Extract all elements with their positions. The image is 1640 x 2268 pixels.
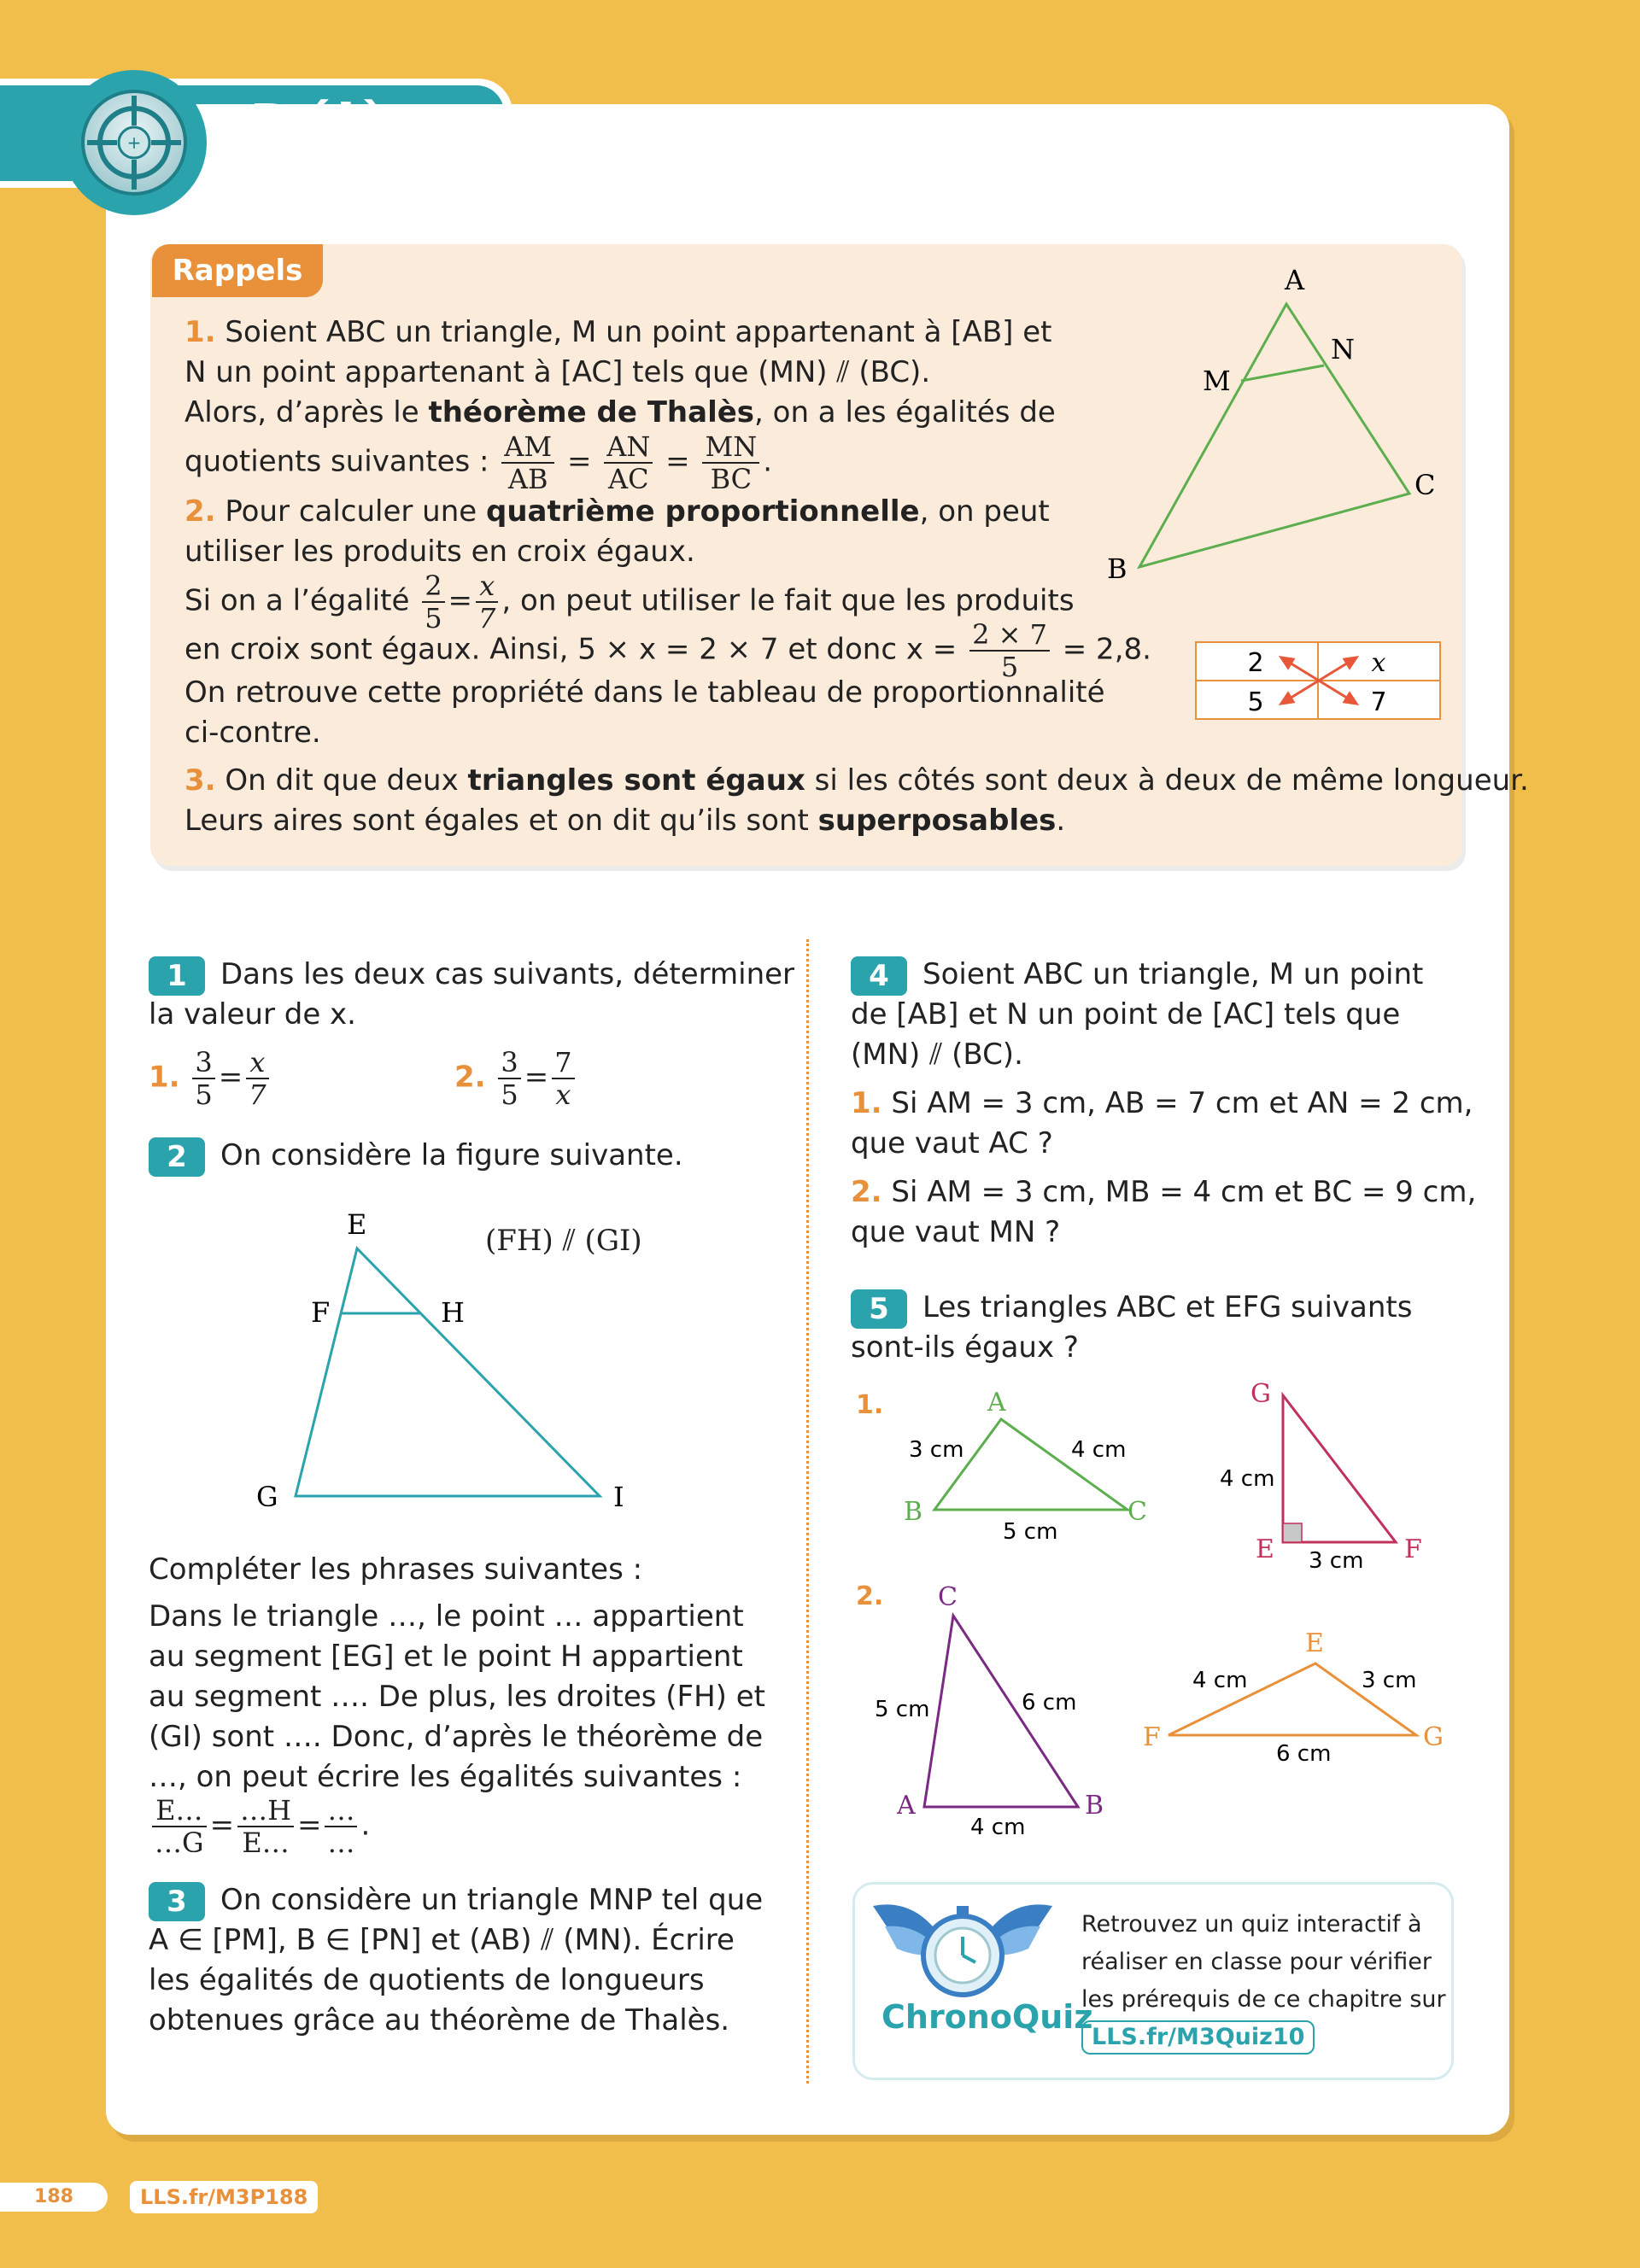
label-c: C xyxy=(1414,469,1436,501)
exercise-4-q2-line-2: que vaut MN ? xyxy=(851,1215,1061,1249)
table-cell: 5 xyxy=(1247,687,1264,717)
svg-text:+: + xyxy=(126,132,142,153)
exercise-5-figures xyxy=(875,1366,1469,1844)
parallel-statement: (FH) ⫽ (GI) xyxy=(485,1224,642,1258)
exercise-1-q2: 2. $\frac{3}{5}$ = $\frac{7}{x}$ xyxy=(454,1049,578,1108)
exercise-5-line-2: sont-ils égaux ? xyxy=(851,1330,1079,1365)
exercise-3-line-4: obtenues grâce au théorème de Thalès. xyxy=(149,2003,730,2037)
length-fe: 4 cm xyxy=(1192,1668,1248,1693)
question-number: 2. xyxy=(851,1175,882,1209)
page-title: Déjà vu xyxy=(249,92,495,158)
triangle-egi xyxy=(296,1248,600,1496)
rappel-2-line-6: ci-contre. xyxy=(184,716,321,750)
fraction: $\frac{3}{5}$ xyxy=(192,1049,214,1108)
text: Alors, d’après le xyxy=(184,395,429,430)
rappel-2-line-5: On retrouve cette propriété dans le tableau de proportionnalité xyxy=(184,675,1105,710)
question-number: 1. xyxy=(851,1086,882,1120)
column-divider xyxy=(806,939,809,2084)
text: quotients suivantes : xyxy=(184,444,499,479)
length-fg: 6 cm xyxy=(1276,1741,1332,1767)
rappel-1-line-4: quotients suivantes : $\frac{AM}{AB}$ = $\frac{AN}{AC}$ = $\frac{MN}{BC}$ . xyxy=(184,430,773,495)
target-icon xyxy=(79,87,190,198)
triangle-gef-crimson xyxy=(1220,1379,1422,1574)
label-a: A xyxy=(1285,264,1305,296)
exercise-3-line-2: A ∈ [PM], B ∈ [PN] et (AB) ⫽ (MN). Écrire xyxy=(149,1923,735,1957)
label-f: F xyxy=(311,1296,331,1329)
label-g: G xyxy=(1250,1379,1271,1409)
rappel-text: Soient ABC un triangle, M un point appartenant à [AB] et xyxy=(215,315,1052,349)
rappel-2-line-4 xyxy=(184,618,1151,683)
length-ca: 5 cm xyxy=(875,1697,930,1722)
label-e: E xyxy=(347,1208,367,1241)
triangle-cab-purple xyxy=(875,1582,1104,1840)
exercise-3-badge: 3 xyxy=(149,1882,205,1921)
fraction: $\frac{\dots}{\dots}$ xyxy=(325,1797,357,1856)
text: . xyxy=(1056,804,1066,838)
fraction: $\frac{x}{7}$ xyxy=(246,1049,268,1108)
label-m: M xyxy=(1203,365,1231,397)
text: Leurs aires sont égales et on dit qu’ils sont xyxy=(184,804,818,838)
exercise-2-text-6: …, on peut écrire les égalités suivantes : xyxy=(149,1760,742,1794)
rappel-1-line-2: N un point appartenant à [AC] tels que (MN) ⫽ (BC). xyxy=(184,355,931,389)
length-bc: 5 cm xyxy=(1003,1519,1058,1545)
thales-bold: théorème de Thalès xyxy=(428,395,755,430)
text: On considère un triangle MNP tel que xyxy=(220,1883,764,1917)
rappel-number: 1. xyxy=(184,315,216,349)
exercise-1-q1: 1. $\frac{3}{5}$ = $\frac{x}{7}$ xyxy=(149,1049,272,1108)
label-f: F xyxy=(1143,1722,1161,1752)
label-c: C xyxy=(1128,1497,1147,1527)
text: Les triangles ABC et EFG suivants xyxy=(922,1290,1413,1324)
exercise-2-text-1: Compléter les phrases suivantes : xyxy=(149,1552,643,1587)
bold-text: quatrième proportionnelle xyxy=(486,494,920,529)
fraction: $\frac{3}{5}$ xyxy=(498,1049,520,1108)
exercise-3-title xyxy=(149,1880,763,1921)
case-1-number: 1. xyxy=(856,1390,884,1420)
exercise-2-figure xyxy=(248,1195,649,1520)
footer-link[interactable]: LLS.fr/M3P188 xyxy=(130,2181,318,2213)
rappel-1-line-1 xyxy=(184,313,1051,353)
fraction-2-5: $\frac{2}{5}$ xyxy=(422,572,444,632)
rappel-1-line-3 xyxy=(184,393,1056,433)
label-b: B xyxy=(1107,552,1128,585)
exercise-4-line-2: de [AB] et N un point de [AC] tels que xyxy=(851,997,1401,1032)
rappel-2-line-2: utiliser les produits en croix égaux. xyxy=(184,535,695,569)
length-cb: 6 cm xyxy=(1022,1690,1077,1716)
table-cell: 7 xyxy=(1370,687,1387,717)
label-b: B xyxy=(904,1497,923,1527)
rappel-number: 3. xyxy=(184,763,216,798)
proportionality-table xyxy=(1194,640,1444,722)
fraction-mn-bc: $\frac{MN}{BC}$ xyxy=(702,433,759,493)
exercise-3-line-3: les égalités de quotients de longueurs xyxy=(149,1963,705,1997)
length-ab: 3 cm xyxy=(909,1437,964,1463)
exercise-2-text-3: au segment [EG] et le point H appartient xyxy=(149,1640,743,1674)
table-cell: 2 xyxy=(1247,648,1264,678)
bold-text: triangles sont égaux xyxy=(467,763,805,798)
exercise-4-badge: 4 xyxy=(851,956,907,996)
chronoquiz-logo-text: ChronoQuiz xyxy=(882,1998,1093,2036)
label-n: N xyxy=(1331,333,1355,365)
text: Si AM = 3 cm, AB = 7 cm et AN = 2 cm, xyxy=(882,1086,1473,1120)
bold-text: superposables xyxy=(817,804,1057,838)
chronoquiz-link[interactable]: LLS.fr/M3Quiz10 xyxy=(1081,2020,1315,2055)
exercise-1-badge: 1 xyxy=(149,956,205,996)
exercise-5-title xyxy=(851,1288,1412,1329)
table-cell: x xyxy=(1371,648,1386,678)
text: , on peut xyxy=(919,494,1050,529)
length-ab: 4 cm xyxy=(970,1815,1026,1840)
exercise-1-title xyxy=(149,955,794,996)
text: Pour calculer une xyxy=(215,494,487,529)
text: , on a les égalités de xyxy=(754,395,1056,430)
label-a: A xyxy=(987,1388,1006,1418)
exercise-2-fractions: $\frac{E\dots}{\dots G}$ = $\frac{\dots H}{E\dots}$ = $\frac{\dots}{\dots}$ . xyxy=(149,1797,370,1856)
text: Dans les deux cas suivants, déterminer xyxy=(220,957,795,991)
exercise-4-q1-line-2: que vaut AC ? xyxy=(851,1126,1053,1160)
exercise-5-badge: 5 xyxy=(851,1289,907,1329)
text: . xyxy=(360,1808,371,1843)
case-2-number: 2. xyxy=(856,1581,884,1611)
exercise-4-q1 xyxy=(851,1084,1473,1124)
label-g: G xyxy=(256,1481,278,1513)
label-g: G xyxy=(1423,1722,1444,1752)
text: Retrouvez un quiz interactif à xyxy=(1081,1911,1422,1938)
rappel-2-line-3: Si on a l’égalité $\frac{2}{5}$ = $\frac{x}{7}$ , on peut utiliser le fait que les produits xyxy=(184,570,1075,634)
length-ac: 4 cm xyxy=(1071,1437,1127,1463)
length-ef: 3 cm xyxy=(1309,1548,1364,1574)
fraction: $\frac{E\dots}{\dots G}$ xyxy=(152,1797,207,1856)
exercise-2-text-5: (GI) sont …. Donc, d’après le théorème de xyxy=(149,1720,764,1754)
label-e: E xyxy=(1305,1628,1324,1658)
exercise-4-title xyxy=(851,955,1423,996)
exercise-4-q2 xyxy=(851,1172,1476,1213)
length-eg: 3 cm xyxy=(1362,1668,1417,1693)
chronoquiz-text xyxy=(1081,1906,1446,2056)
triangle-abc-green xyxy=(904,1388,1147,1545)
label-b: B xyxy=(1085,1791,1104,1821)
fraction-x-7: $\frac{x}{7}$ xyxy=(476,572,498,632)
exercise-2-text-2: Dans le triangle …, le point … appartient xyxy=(149,1599,744,1634)
question-number: 2. xyxy=(454,1060,486,1095)
label-f: F xyxy=(1404,1534,1422,1564)
rappel-3-line-2 xyxy=(184,801,1065,841)
label-h: H xyxy=(441,1296,465,1329)
label-e: E xyxy=(1256,1534,1274,1564)
fraction-2x7-5: $\frac{2 \times 7}{5}$ xyxy=(969,621,1050,681)
triangle-abc xyxy=(1139,304,1409,567)
fraction: $\frac{7}{x}$ xyxy=(552,1049,574,1108)
label-c: C xyxy=(938,1582,958,1612)
text: en croix sont égaux. Ainsi, 5 × x = 2 × 7 et donc x = xyxy=(184,632,967,667)
exercise-2-text-4: au segment …. De plus, les droites (FH) et xyxy=(149,1680,765,1714)
text: les prérequis de ce chapitre sur xyxy=(1081,1986,1446,2013)
exercise-2-title xyxy=(149,1136,683,1177)
stopwatch-wings-icon xyxy=(864,1889,1061,2008)
label-i: I xyxy=(613,1481,624,1513)
thales-figure xyxy=(1102,256,1461,598)
fraction-am-ab: $\frac{AM}{AB}$ xyxy=(501,433,554,493)
rappel-2-line-1 xyxy=(184,492,1050,532)
text: , on peut utiliser le fait que les produits xyxy=(501,583,1075,618)
rappel-3-line-1 xyxy=(184,761,1529,801)
text: On dit que deux xyxy=(215,763,468,798)
text: = 2,8. xyxy=(1052,632,1151,667)
exercise-4-line-3: (MN) ⫽ (BC). xyxy=(851,1038,1023,1072)
right-angle-mark xyxy=(1283,1523,1302,1542)
text: si les côtés sont deux à deux de même longueur. xyxy=(805,763,1529,798)
rappel-number: 2. xyxy=(184,494,216,529)
rappels-tag: Rappels xyxy=(152,244,323,297)
text: On considère la figure suivante. xyxy=(220,1138,683,1172)
fraction-an-ac: $\frac{AN}{AC}$ xyxy=(604,433,653,493)
text: Si AM = 3 cm, MB = 4 cm et BC = 9 cm, xyxy=(882,1175,1477,1209)
label-a: A xyxy=(897,1791,916,1821)
page-number: 188 xyxy=(0,2183,108,2212)
segment-mn xyxy=(1241,365,1324,381)
fraction: $\frac{\dots H}{E\dots}$ xyxy=(237,1797,294,1856)
length-ge: 4 cm xyxy=(1220,1466,1275,1492)
question-number: 1. xyxy=(149,1060,180,1095)
text: Si on a l’égalité xyxy=(184,583,419,618)
exercise-1-line-2: la valeur de x. xyxy=(149,997,356,1032)
text: réaliser en classe pour vérifier xyxy=(1081,1949,1432,1975)
text: Soient ABC un triangle, M un point xyxy=(922,957,1424,991)
triangle-feg-orange xyxy=(1143,1628,1444,1767)
exercise-2-badge: 2 xyxy=(149,1137,205,1177)
